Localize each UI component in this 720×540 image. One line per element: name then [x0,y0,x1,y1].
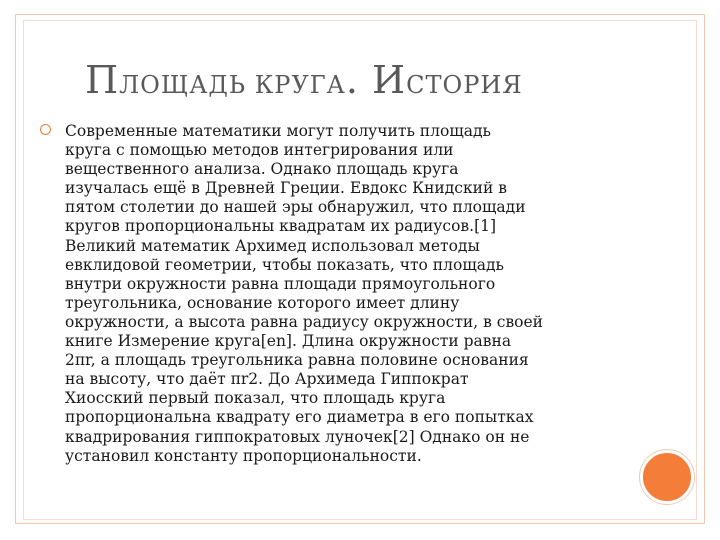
paragraph-line: Хиосский первый показал, что площадь круга [65,389,446,408]
decorative-circle [640,450,694,504]
paragraph-line: круга с помощью методов интегрирования или [65,141,454,160]
paragraph-line: внутри окружности равна площади прямоугольного [65,274,496,293]
paragraph-line: пятом столетии до нашей эры обнаружил, что площади [65,198,526,217]
slide-title [85,58,645,102]
paragraph-line: окружности, а высота равна радиусу окружности, в своей [65,312,544,331]
title-separator: . [345,58,373,102]
paragraph-line: евклидовой геометрии, чтобы показать, что площадь [65,255,504,274]
paragraph-line: Великий математик Архимед использовал методы [65,236,480,255]
bullet-icon [40,124,51,135]
paragraph-line: книге Измерение круга[en]. Длина окружности равна [65,332,512,351]
paragraph-line: кругов пропорциональны квадратам их радиусов.[1] [65,217,497,236]
title-text-1: ЛОЩАДЬ КРУГА [119,71,346,99]
slide-paragraph [65,122,635,466]
title-initial-2: И [372,58,407,102]
paragraph-line: изучалась ещё в Древней Греции. Евдокс Книдский в [65,179,507,198]
title-initial-1: П [85,58,120,102]
paragraph-line: установил константу пропорциональности. [65,446,422,465]
paragraph-line: 2πr, а площадь треугольника равна половине основания [65,351,529,370]
paragraph-line: пропорциональна квадрату его диаметра в его попытках [65,408,534,427]
paragraph-line: вещественного анализа. Однако площадь круга [65,160,459,179]
paragraph-line: треугольника, основание которого имеет длину [65,293,460,312]
paragraph-line: на высоту, что даёт πr2. До Архимеда Гиппократ [65,370,469,389]
paragraph-line: квадрирования гиппократовых луночек[2] Однако он не [65,427,530,446]
title-text-2: СТОРИЯ [406,71,523,99]
paragraph-line: Современные математики могут получить площадь [65,122,491,140]
